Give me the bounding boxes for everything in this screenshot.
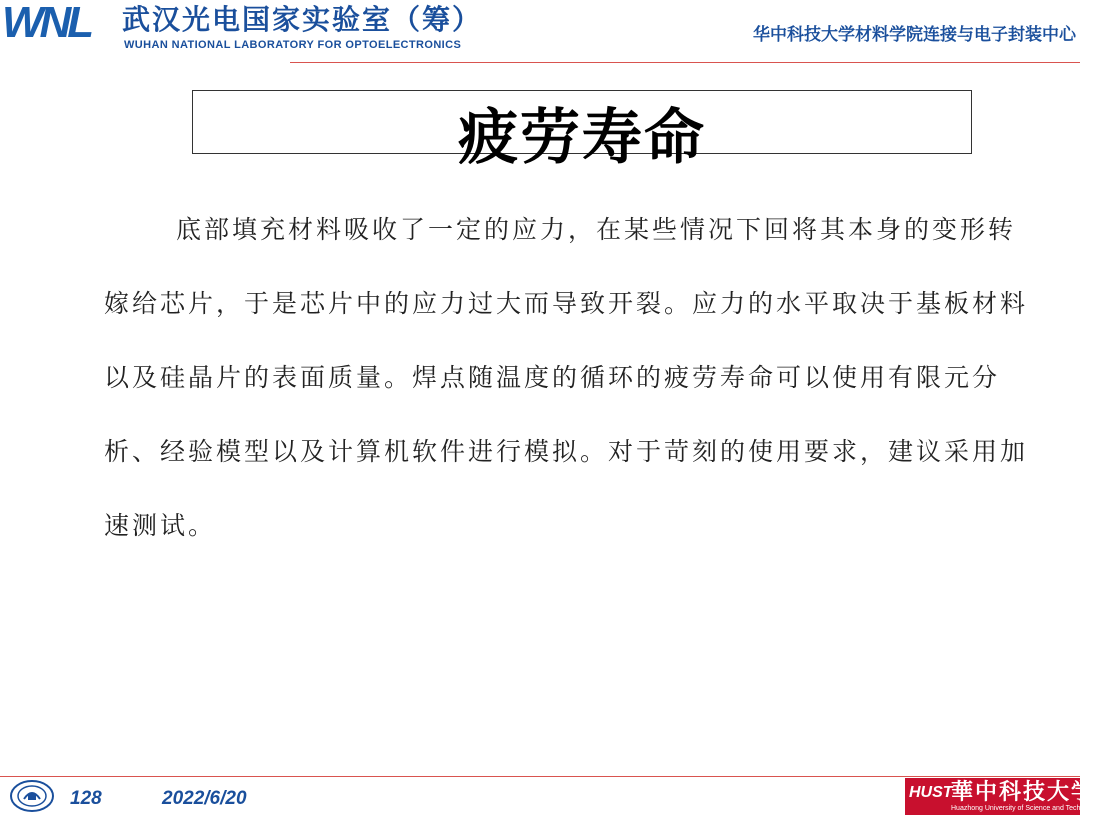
hust-logo	[905, 778, 1101, 815]
header-divider	[290, 62, 1080, 63]
wnl-logo: WNL	[2, 0, 91, 47]
slide-date: 2022/6/20	[162, 788, 247, 809]
slide-title: 疲劳寿命	[458, 103, 706, 173]
university-name-en: Huazhong University of Science and Technology	[951, 805, 1101, 812]
footer-divider	[0, 776, 1080, 777]
lab-name-en: WUHAN NATIONAL LABORATORY FOR OPTOELECTRONICS	[124, 39, 462, 51]
department-name: 华中科技大学材料学院连接与电子封装中心	[753, 25, 1076, 45]
slide-header	[0, 0, 1080, 62]
body-paragraph: 底部填充材料吸收了一定的应力，在某些情况下回将其本身的变形转嫁给芯片，于是芯片中的应力过大而导致开裂。应力的水平取决于基板材料以及硅晶片的表面质量。焊点随温度的循环的疲劳寿命可以使用有限元分析、经验模型以及计算机软件进行模拟。对于苛刻的使用要求，建议采用加速测试。	[104, 215, 1029, 540]
university-emblem-icon	[8, 779, 56, 813]
page-number: 128	[70, 788, 102, 809]
hust-mark: HUST	[909, 784, 953, 801]
lab-name-cn: 武汉光电国家实验室（筹）	[122, 3, 483, 36]
university-name-cn: 華中科技大学	[951, 779, 1096, 805]
